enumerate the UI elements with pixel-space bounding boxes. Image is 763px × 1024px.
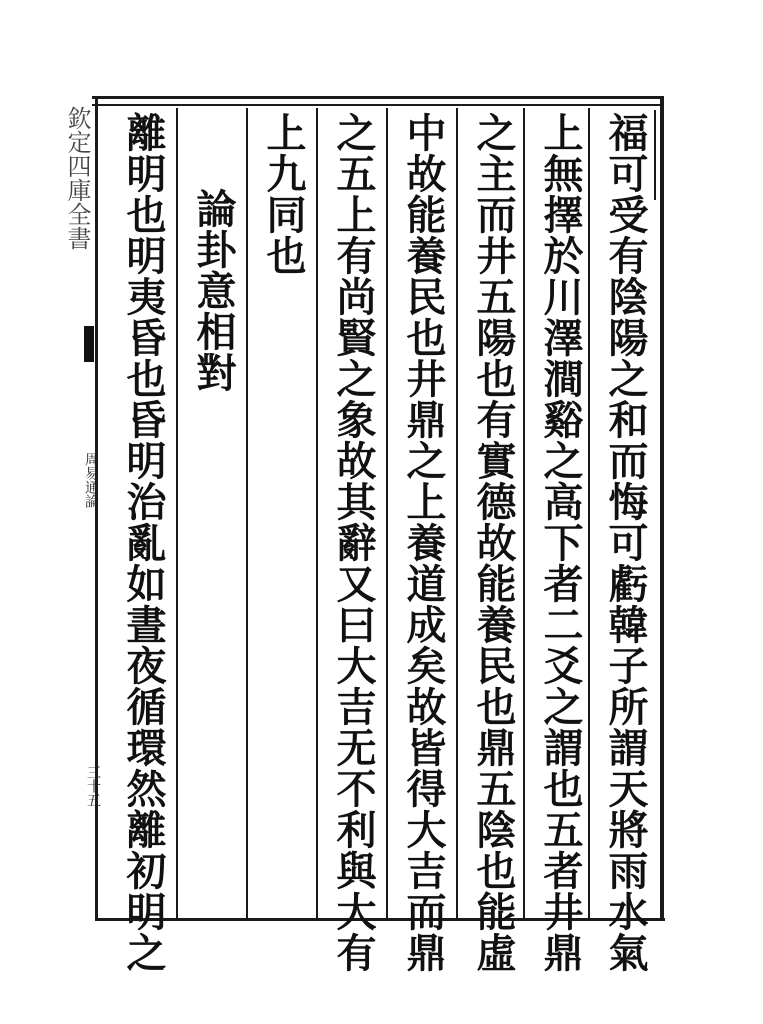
fishtail-mark: [84, 326, 94, 362]
margin-header-fragment: 欽定四庫全書: [63, 106, 91, 250]
text-column-2: 上無擇於川澤澗谿之高下者二爻之謂也五者井鼎: [537, 112, 584, 973]
top-border-inner-rule: [92, 104, 662, 106]
section-heading: 論卦意相對: [190, 188, 237, 393]
text-column-8: 離明也明夷昏也昏明治亂如晝夜循環然離初明之: [120, 112, 167, 973]
top-border-rule: [92, 96, 662, 99]
column-divider: [523, 108, 525, 918]
right-border-rule: [660, 96, 664, 921]
margin-page-number: 三十五: [85, 765, 101, 807]
column-divider: [386, 108, 388, 918]
column-divider: [316, 108, 318, 918]
text-column-1: 福可受有陰陽之和而悔可虧韓子所謂天將雨水氣: [602, 112, 649, 973]
column-divider: [176, 108, 178, 918]
column-divider: [246, 108, 248, 918]
text-column-5: 之五上有尚賢之象故其辭又曰大吉无不利與大有: [330, 112, 377, 973]
margin-book-title: 周易通論: [83, 452, 99, 508]
column-divider: [588, 108, 590, 918]
text-column-4: 中故能養民也井鼎之上養道成矣故皆得大吉而鼎: [400, 112, 447, 973]
text-column-3: 之主而井五陽也有實德故能養民也鼎五陰也能虛: [470, 112, 517, 973]
column-divider: [456, 108, 458, 918]
text-column-6: 上九同也: [260, 112, 307, 276]
right-border-accent: [654, 110, 656, 200]
